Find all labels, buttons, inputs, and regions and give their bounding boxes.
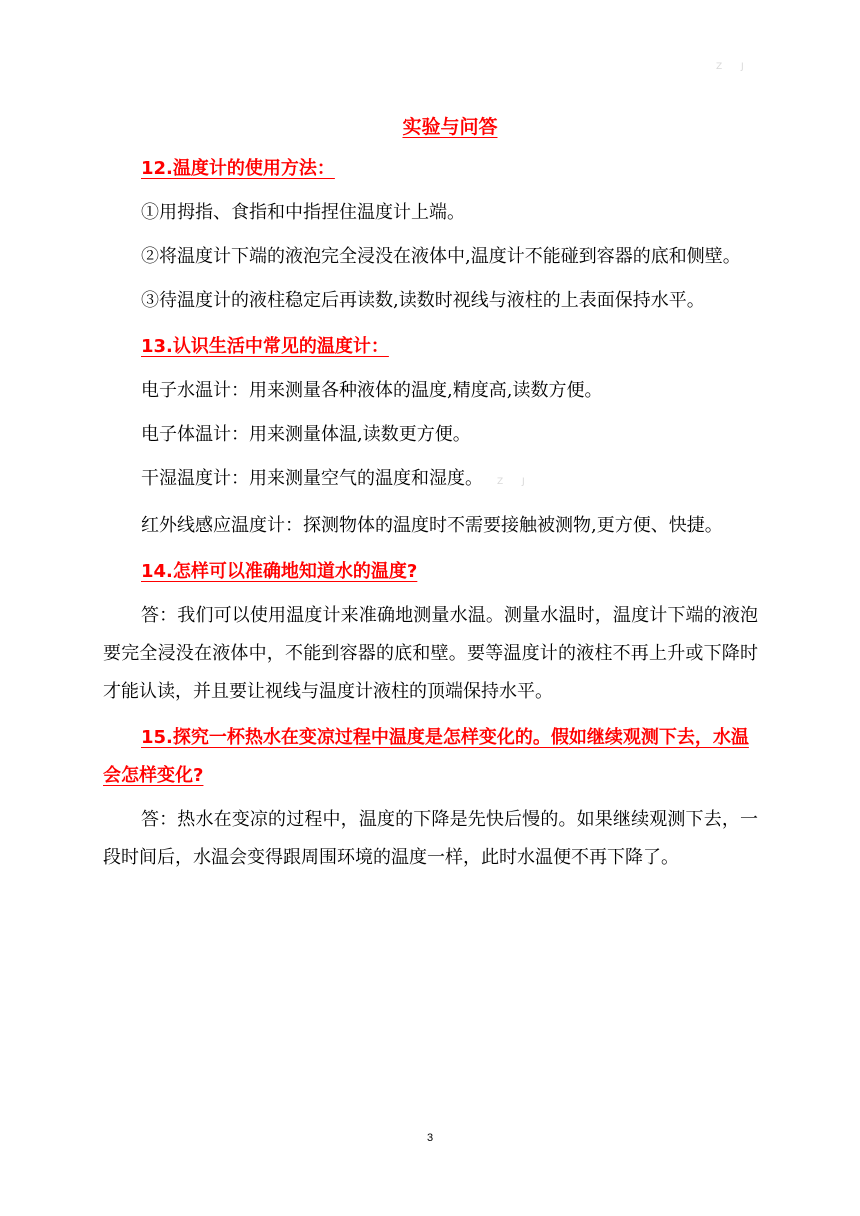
paragraph: ③待温度计的液柱稳定后再读数,读数时视线与液柱的上表面保持水平。 [141, 290, 705, 311]
inline-watermark: Z J [497, 477, 533, 487]
paragraph: ②将温度计下端的液泡完全浸没在液体中,温度计不能碰到容器的底和侧壁。 [141, 246, 741, 267]
section-12 [103, 150, 758, 320]
paragraph [103, 460, 758, 501]
paragraph: 电子水温计：用来测量各种液体的温度,精度高,读数方便。 [141, 380, 603, 401]
section-heading [103, 328, 758, 366]
answer-paragraph: 答：我们可以使用温度计来准确地测量水温。测量水温时，温度计下端的液泡要完全浸没在液体中，不能到容器的底和壁。要等温度计的液柱不再上升或下降时才能认读，并且要让视线与温度计液柱的顶端保持水平。 [103, 605, 758, 702]
page-title [0, 112, 860, 139]
document-body [103, 150, 758, 877]
section-15 [103, 719, 758, 877]
section-14 [103, 553, 758, 711]
paragraph: 电子体温计：用来测量体温,读数更方便。 [141, 424, 471, 445]
answer-paragraph: 答：热水在变凉的过程中，温度的下降是先快后慢的。如果继续观测下去，一段时间后，水温会变得跟周围环境的温度一样，此时水温便不再下降了。 [103, 809, 758, 868]
corner-watermark: Z J [716, 62, 752, 72]
section-heading [103, 150, 758, 188]
section-13 [103, 328, 758, 545]
paragraph: 红外线感应温度计：探测物体的温度时不需要接触被测物,更方便、快捷。 [141, 515, 723, 536]
section-heading [103, 719, 758, 795]
section-heading-text: 15.探究一杯热水在变凉过程中温度是怎样变化的。假如继续观测下去，水温会怎样变化? [103, 727, 749, 786]
section-heading-text: 12.温度计的使用方法： [141, 158, 335, 179]
section-heading-text: 14.怎样可以准确地知道水的温度? [141, 561, 418, 582]
paragraph: ①用拇指、食指和中指捏住温度计上端。 [141, 202, 465, 223]
section-heading-text: 13.认识生活中常见的温度计： [141, 336, 389, 357]
page-number: 3 [426, 1132, 434, 1144]
page-title-text: 实验与问答 [402, 116, 498, 138]
paragraph-text: 干湿温度计：用来测量空气的温度和湿度。 [141, 468, 483, 489]
section-heading [103, 553, 758, 591]
